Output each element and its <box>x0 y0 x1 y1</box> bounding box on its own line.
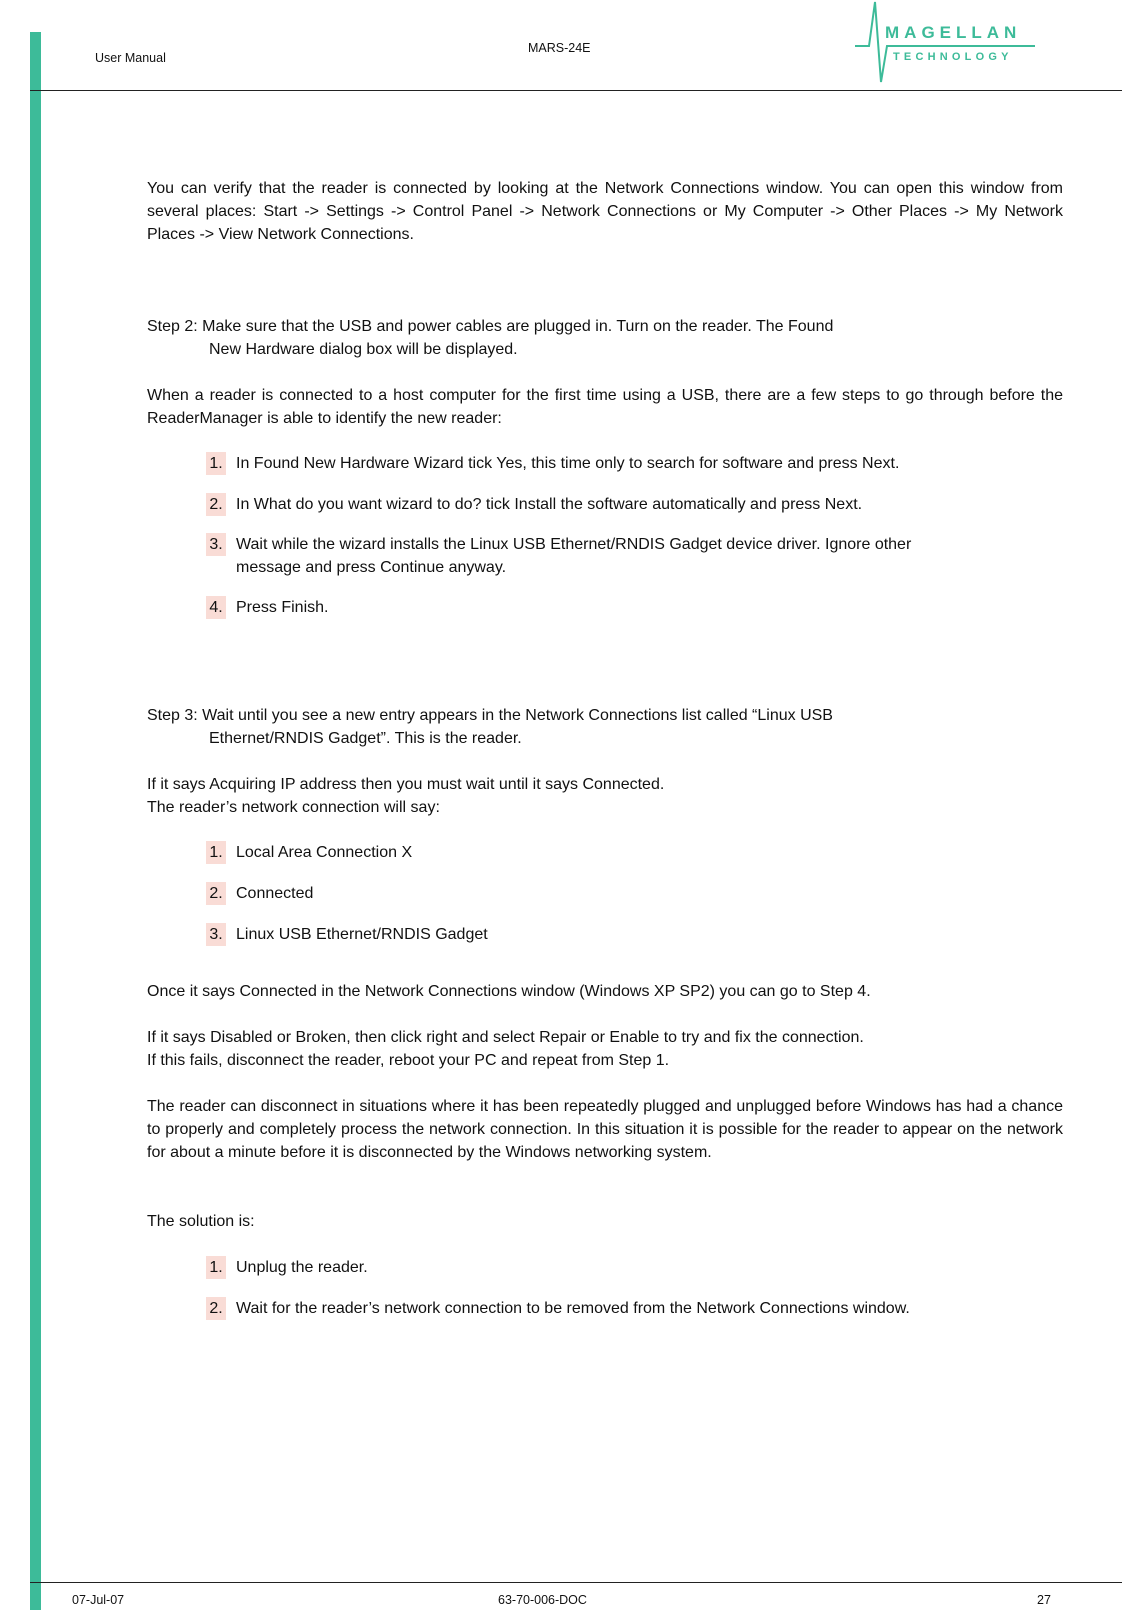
acquiring-line-1: If it says Acquiring IP address then you must wait until it says Connected. <box>147 776 665 793</box>
list-text: Connected <box>236 885 314 902</box>
footer-doc-number: 63-70-006-DOC <box>498 1593 587 1607</box>
step-3-paragraph <box>147 704 907 750</box>
step-3-line-1: Step 3: Wait until you see a new entry appears in the Network Connections list called “Linux USB <box>147 707 833 724</box>
list-number: 3. <box>206 923 226 946</box>
list-number: 2. <box>206 882 226 905</box>
list-number: 2. <box>206 1297 226 1320</box>
list-item <box>206 1256 1006 1279</box>
accent-side-bar <box>30 32 41 1610</box>
list-text: Local Area Connection X <box>236 844 413 861</box>
solution-label: The solution is: <box>147 1213 255 1230</box>
once-connected-paragraph: Once it says Connected in the Network Connections window (Windows XP SP2) you can go to Step 4. <box>147 983 871 1000</box>
logo-text-top: MAGELLAN <box>885 23 1022 42</box>
magellan-logo <box>855 0 1035 88</box>
step-2-line-1: Step 2: Make sure that the USB and power cables are plugged in. Turn on the reader. The Found <box>147 318 834 335</box>
disconnect-paragraph: The reader can disconnect in situations where it has been repeatedly plugged and unplugged before Windows has had a chance to properly and completely process the network connection. In this situation it is possible for the reader to appear on the network for about a minute before it is disconnected by the Windows networking system. <box>147 1098 1063 1161</box>
list-number: 4. <box>206 596 226 619</box>
step-2-line-2: New Hardware dialog box will be displayed. <box>209 341 518 358</box>
logo-text-bottom: TECHNOLOGY <box>893 51 1013 63</box>
footer-page-number: 27 <box>1037 1593 1051 1607</box>
list-item <box>206 533 1006 579</box>
list-number: 3. <box>206 533 226 556</box>
list-text: Wait while the wizard installs the Linux USB Ethernet/RNDIS Gadget device driver. Ignore other <box>236 536 912 553</box>
list-text: Unplug the reader. <box>236 1259 368 1276</box>
header-doc-type: User Manual <box>95 51 166 65</box>
list-number: 1. <box>206 452 226 475</box>
step-3-line-2: Ethernet/RNDIS Gadget”. This is the reader. <box>209 730 522 747</box>
acquiring-line-2: The reader’s network connection will say: <box>147 799 440 816</box>
header-product: MARS-24E <box>528 41 591 55</box>
header-divider <box>30 90 1122 91</box>
list-text: Linux USB Ethernet/RNDIS Gadget <box>236 926 488 943</box>
list-item <box>206 493 1006 516</box>
footer-divider <box>30 1582 1122 1583</box>
disabled-line-1: If it says Disabled or Broken, then click right and select Repair or Enable to try and fix the connection. <box>147 1029 864 1046</box>
list-number: 2. <box>206 493 226 516</box>
list-text: Wait for the reader’s network connection to be removed from the Network Connections window. <box>236 1300 910 1317</box>
list-item <box>206 923 1006 946</box>
list-text-continued: message and press Continue anyway. <box>236 559 507 576</box>
list-item <box>206 1297 1006 1320</box>
footer-date: 07-Jul-07 <box>72 1593 125 1607</box>
list-item <box>206 841 1006 864</box>
list-number: 1. <box>206 1256 226 1279</box>
disabled-paragraph <box>147 1026 1063 1072</box>
disabled-line-2: If this fails, disconnect the reader, reboot your PC and repeat from Step 1. <box>147 1052 670 1069</box>
step-2-paragraph <box>147 315 907 361</box>
acquiring-paragraph <box>147 773 1063 819</box>
list-item <box>206 452 1006 475</box>
list-text: In Found New Hardware Wizard tick Yes, this time only to search for software and press Next. <box>236 455 900 472</box>
list-text: Press Finish. <box>236 599 329 616</box>
logo-pulse-line <box>855 2 1035 82</box>
first-time-paragraph: When a reader is connected to a host computer for the first time using a USB, there are a few steps to go through before the ReaderManager is able to identify the new reader: <box>147 387 1063 427</box>
list-text: In What do you want wizard to do? tick Install the software automatically and press Next. <box>236 496 863 513</box>
list-item <box>206 882 1006 905</box>
intro-paragraph: You can verify that the reader is connected by looking at the Network Connections window. You can open this window from several places: Start -> Settings -> Control Panel -> Network Connections or My Computer -> Other Places -> My Network Places -> View Network Connections. <box>147 180 1063 243</box>
list-number: 1. <box>206 841 226 864</box>
list-item <box>206 596 1006 619</box>
